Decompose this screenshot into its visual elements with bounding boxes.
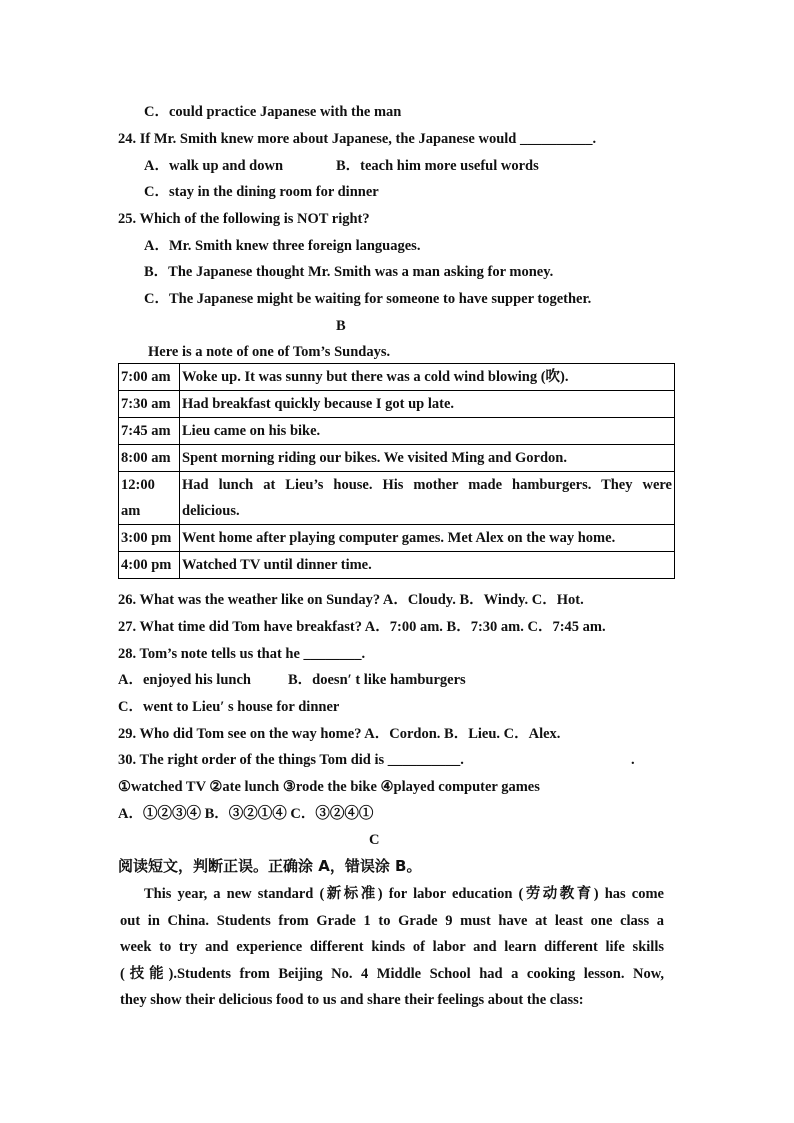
event-cell: Went home after playing computer games. Met Alex on the way home. [180,525,675,552]
paragraph-line: they show their delicious food to us and share their feelings about the class: [120,992,584,1008]
event-cell: Watched TV until dinner time. [180,552,675,579]
table-row [119,472,675,525]
time-cell [119,472,180,525]
q25-option-a: A．Mr. Smith knew three foreign languages. [144,238,421,254]
q27: 27. What time did Tom have breakfast? A．7:00 am. B．7:30 am. C．7:45 am. [118,619,606,635]
table-row [119,418,675,445]
q25-option-b: B．The Japanese thought Mr. Smith was a man asking for money. [144,264,554,280]
section-c-instruction: 阅读短文，判断正误。正确涂 A，错误涂 B。 [118,857,422,875]
time-cell: 4:00 pm [119,552,180,579]
section-c-paragraph [120,881,664,1014]
q25-option-c: C．The Japanese might be waiting for someone to have supper together. [144,291,592,307]
time-cell: 7:30 am [119,391,180,418]
q24-option-b: B．teach him more useful words [336,158,539,174]
time-line-2: am [121,503,141,519]
event-line-2: delicious. [182,503,240,519]
event-cell: Lieu came on his bike. [180,418,675,445]
event-cell: Woke up. It was sunny but there was a cold wind blowing (吹). [180,364,675,391]
q24-stem: 24. If Mr. Smith knew more about Japanese, the Japanese would __________. [118,131,597,147]
paragraph-line: This year, a new standard (新标准) for labor education (劳动教育) has come [144,886,664,902]
q29: 29. Who did Tom see on the way home? A．Cordon. B．Lieu. C．Alex. [118,726,561,742]
q26: 26. What was the weather like on Sunday? A．Cloudy. B．Windy. C．Hot. [118,592,584,608]
section-b-intro: Here is a note of one of Tom’s Sundays. [148,344,391,360]
table-row [119,391,675,418]
table-row [119,552,675,579]
table-row [119,445,675,472]
q24-option-a: A．walk up and down [144,158,284,174]
time-line-1: 12:00 [121,477,155,493]
table-row [119,364,675,391]
time-cell: 7:45 am [119,418,180,445]
q30-items: ①watched TV ②ate lunch ③rode the bike ④played computer games [118,779,540,795]
section-b-heading: B [336,318,346,334]
event-cell: Had breakfast quickly because I got up late. [180,391,675,418]
table-row [119,525,675,552]
event-cell [180,472,675,525]
time-cell: 3:00 pm [119,525,180,552]
q24-option-c: C．stay in the dining room for dinner [144,184,379,200]
paragraph-line: week to try and experience different kinds of labor and learn different life skills [120,939,664,955]
time-cell: 8:00 am [119,445,180,472]
q23-option-c: C．could practice Japanese with the man [144,104,402,120]
time-cell: 7:00 am [119,364,180,391]
q25-stem: 25. Which of the following is NOT right? [118,211,370,227]
section-c-heading: C [369,832,380,848]
event-cell: Spent morning riding our bikes. We visited Ming and Gordon. [180,445,675,472]
q30-stem: 30. The right order of the things Tom did is __________. [118,752,464,768]
q30-stem-dot: . [631,752,635,768]
paragraph-line: (技能).Students from Beijing No. 4 Middle School had a cooking lesson. Now, [120,965,664,982]
q30-options: A．①②③④ B．③②①④ C．③②④① [118,806,374,822]
q28-option-c: C．went to Lieu′ s house for dinner [118,699,340,715]
q28-stem: 28. Tom’s note tells us that he ________. [118,646,366,662]
event-line-1: Had lunch at Lieu’s house. His mother made hamburgers. They were [182,477,672,493]
tom-sunday-note-table [118,363,675,579]
q28-option-b: B．doesn′ t like hamburgers [288,672,466,688]
q28-option-a: A．enjoyed his lunch [118,672,251,688]
paragraph-line: out in China. Students from Grade 1 to Grade 9 must have at least one class a [120,912,664,929]
